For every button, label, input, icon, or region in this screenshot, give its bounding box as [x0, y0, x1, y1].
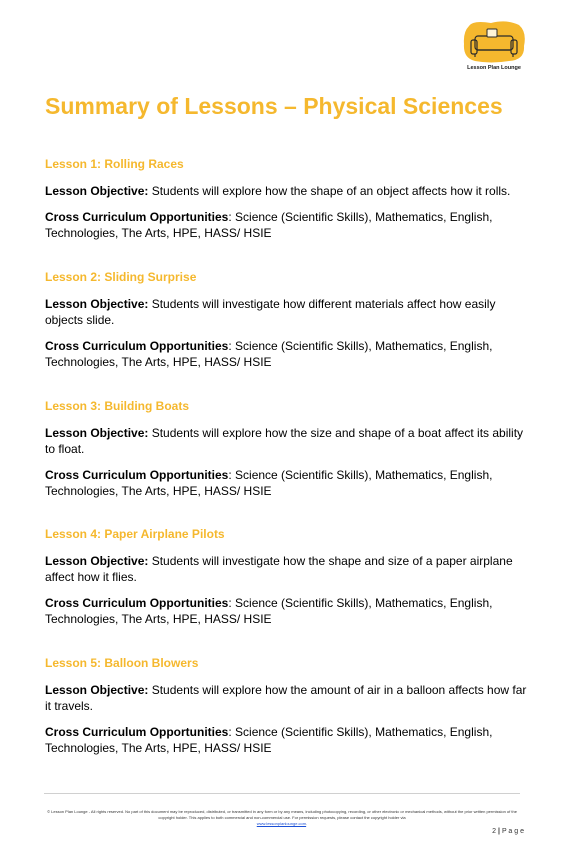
objective-label: Lesson Objective:	[45, 554, 149, 568]
curriculum-label: Cross Curriculum Opportunities	[45, 596, 229, 610]
lesson-2	[45, 270, 533, 380]
lesson-1	[45, 157, 533, 251]
curriculum-label: Cross Curriculum Opportunities	[45, 725, 229, 739]
curriculum-label: Cross Curriculum Opportunities	[45, 468, 229, 482]
page-number	[492, 828, 524, 835]
lesson-title: Lesson 2: Sliding Surprise	[45, 270, 197, 284]
curriculum-text: : Science (Scientific Skills), Mathematics, English, Technologies, The Arts, HPE, HASS/ HSIE	[45, 468, 493, 498]
objective-text: Students will investigate how different materials affect how easily objects slide.	[45, 297, 496, 327]
cross-curriculum	[45, 209, 533, 241]
lesson-5	[45, 656, 533, 766]
lesson-title: Lesson 4: Paper Airplane Pilots	[45, 527, 225, 541]
objective-label: Lesson Objective:	[45, 426, 149, 440]
curriculum-label: Cross Curriculum Opportunities	[45, 339, 229, 353]
curriculum-text: : Science (Scientific Skills), Mathematics, English, Technologies, The Arts, HPE, HASS/ HSIE	[45, 725, 493, 755]
website-link[interactable]: www.lessonplanlounge.com	[256, 821, 307, 826]
cross-curriculum	[45, 338, 533, 370]
objective-label: Lesson Objective:	[45, 683, 149, 697]
cross-curriculum	[45, 595, 533, 627]
lesson-title: Lesson 3: Building Boats	[45, 399, 190, 413]
lesson-objective	[45, 296, 533, 328]
lesson-objective	[45, 553, 533, 585]
lesson-objective	[45, 183, 533, 199]
lesson-objective	[45, 682, 533, 714]
copyright-text: © Lesson Plan Lounge - All rights reserved. No part of this document may be reproduced, distributed, or transmitted in any form or by any means, including photocopying, recording, or other electronic or mechanical methods, without the prior written permission of the copyright holder. This applies to both commercial and non-commercial use. For permission requests, please contact the copyright holder via	[47, 809, 517, 820]
lesson-3	[45, 399, 533, 509]
lesson-title: Lesson 1: Rolling Races	[45, 157, 184, 171]
objective-text: Students will explore how the size and shape of a boat affect its ability to float.	[45, 426, 524, 456]
objective-text: Students will explore how the amount of air in a balloon affects how far it travels.	[45, 683, 527, 713]
page-title: Summary of Lessons – Physical Sciences	[45, 93, 503, 119]
cross-curriculum	[45, 467, 533, 499]
copyright-notice	[40, 809, 524, 827]
curriculum-text: : Science (Scientific Skills), Mathematics, English, Technologies, The Arts, HPE, HASS/ HSIE	[45, 596, 493, 626]
logo-text: Lesson Plan Lounge	[467, 65, 521, 71]
objective-text: Students will explore how the shape of an object affects how it rolls.	[151, 184, 511, 198]
lesson-4	[45, 527, 533, 637]
copyright-end: .	[306, 821, 308, 826]
curriculum-label: Cross Curriculum Opportunities	[45, 210, 229, 224]
page-label: P a g e	[501, 828, 524, 835]
cross-curriculum	[45, 724, 533, 756]
objective-text: Students will investigate how the shape and size of a paper airplane affect how it flies.	[45, 554, 513, 584]
footer-divider	[44, 793, 520, 794]
lesson-title: Lesson 5: Balloon Blowers	[45, 656, 199, 670]
page-number-value: 2	[492, 828, 497, 835]
logo	[461, 20, 527, 74]
curriculum-text: : Science (Scientific Skills), Mathematics, English, Technologies, The Arts, HPE, HASS/ HSIE	[45, 339, 493, 369]
page-separator: |	[498, 828, 500, 835]
sofa-logo-icon	[461, 20, 527, 64]
curriculum-text: : Science (Scientific Skills), Mathematics, English, Technologies, The Arts, HPE, HASS/ HSIE	[45, 210, 493, 240]
objective-label: Lesson Objective:	[45, 297, 149, 311]
objective-label: Lesson Objective:	[45, 184, 149, 198]
lesson-objective	[45, 425, 533, 457]
